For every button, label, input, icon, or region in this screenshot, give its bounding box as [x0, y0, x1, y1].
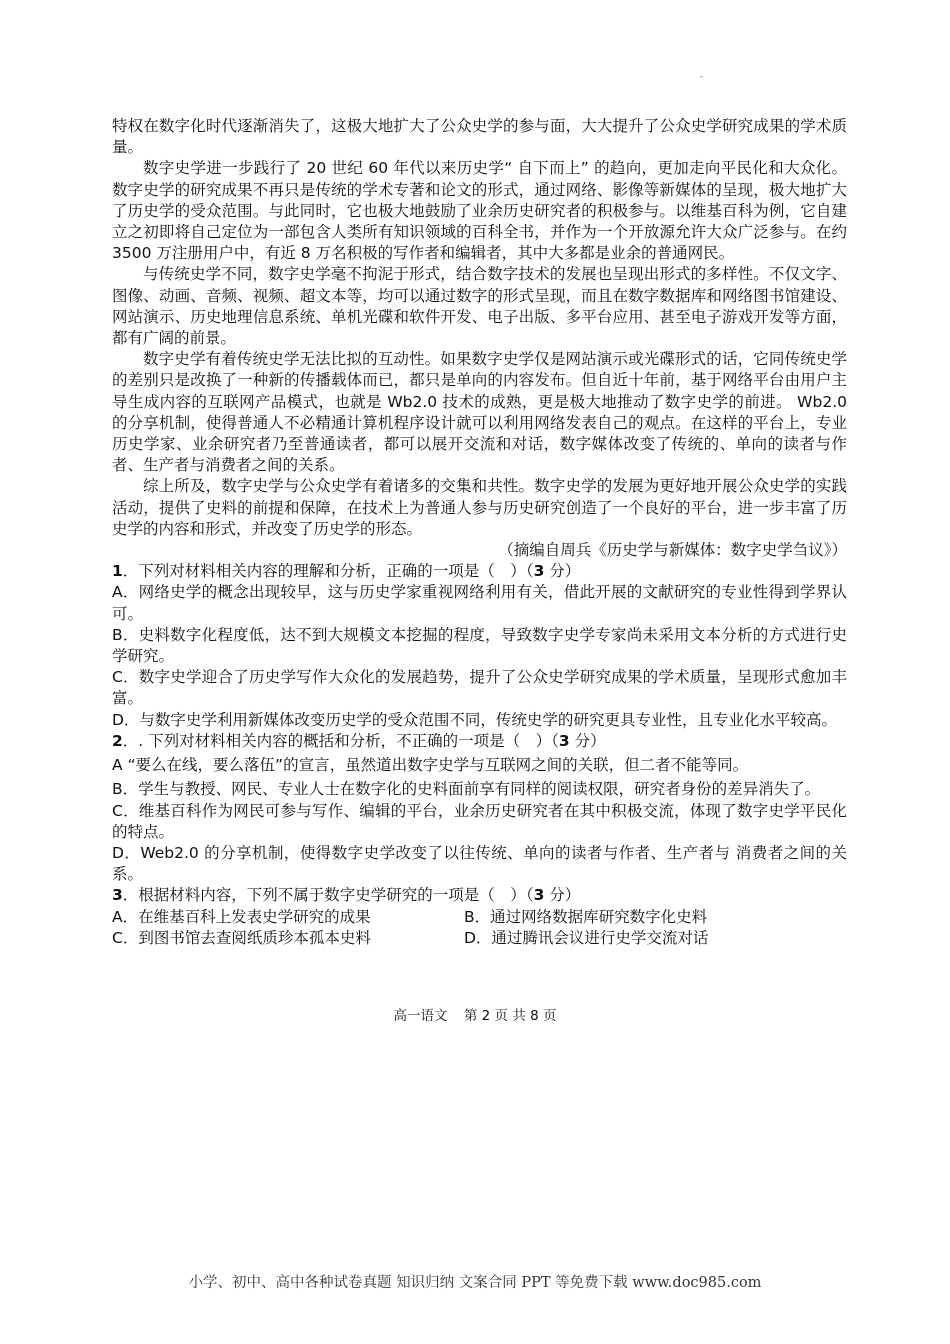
question-text: ．. 下列对材料相关内容的概括和分析，不正确的一项是（ ） [122, 731, 552, 750]
paragraph-1: 特权在数字化时代逐渐消失了，这极大地扩大了公众史学的参与面，大大提升了公众史学研究成果的学术质量。 [112, 117, 847, 157]
reading-material [112, 116, 847, 949]
option-row-2 [112, 928, 847, 949]
question-1 [112, 561, 847, 731]
option-b: B．学生与教授、网民、专业人士在数字化的史料面前享有同样的阅读权限，研究者身份的差异消失了。 [112, 780, 821, 799]
question-text: ．下列对材料相关内容的理解和分析，正确的一项是（ ） [122, 562, 526, 581]
score-close: 分） [569, 731, 606, 750]
option-a: A．在维基百科上发表史学研究的成果 [112, 907, 371, 926]
option-c: C．到图书馆去查阅纸质珍本孤本史料 [112, 928, 371, 947]
option-c: C．维基百科作为网民可参与写作、编辑的平台，业余历史研究者在其中积极交流，体现了数字史学平民化的特点。 [112, 801, 847, 841]
question-number: 2 [112, 731, 123, 750]
score-number: 3 [533, 886, 545, 905]
question-stem [112, 731, 847, 752]
score-open: （ [525, 562, 534, 581]
question-2 [112, 731, 847, 885]
question-number: 3 [112, 886, 123, 905]
option-c: C．数字史学迎合了历史学写作大众化的发展趋势，提升了公众史学研究成果的学术质量，呈现形式愈加丰富。 [112, 668, 847, 708]
score-close: 分） [544, 886, 581, 905]
option-d: D．Web2.0 的分享机制，使得数字史学改变了以往传统、单向的读者与作者、生产者与 消费者之间的关系。 [112, 843, 847, 884]
score-open: （ [525, 886, 534, 905]
paragraph-2: 数字史学进一步践行了 20 世纪 60 年代以来历史学“ 自下而上” 的趋向，更加走向平民化和大众化。数字史学的研究成果不再只是传统的学术专著和论文的形式，通过网络、影像等新媒体的呈现，极大地扩大了历史学的受众范围。与此同时，它也极大地鼓励了业余历史研究者的积极参与。以维基百科为例，它自建立之初即将自己定位为一部包含人类所有知识领域的百科全书，并作为一个开放源允许大众广泛参与。在约 3500 万注册用户中，有近 8 万名积极的写作者和编辑者，其中大多都是业余的普通网民。 [112, 159, 847, 263]
option-row-1 [112, 907, 847, 928]
option-b: B．通过网络数据库研究数字化史料 [464, 907, 708, 926]
download-watermark: 小学、初中、高中各种试卷真题 知识归纳 文案合同 PPT 等免费下载 www.doc985.com [188, 1275, 762, 1291]
paragraph-4: 数字史学有着传统史学无法比拟的互动性。如果数字史学仅是网站演示或光碟形式的话，它同传统史学的差别只是改换了一种新的传播载体而已，都只是单向的内容发布。但自近十年前，基于网络平台由用户主导生成内容的互联网产品模式，也就是 Wb2.0 技术的成熟，更是极大地推动了数字史学的前进。 Wb2.0 的分享机制，使得普通人不必精通计算机程序设计就可以利用网络发表自己的观点。在这样的平台上，专业历史学家、业余研究者乃至普通读者，都可以展开交流和对话，数字媒体改变了传统的、单向的读者与作者、生产者与消费者之间的关系。 [112, 350, 847, 475]
question-stem [112, 561, 847, 582]
option-a: A “要么在线，要么落伍”的宣言，虽然道出数字史学与互联网之间的关联，但二者不能等同。 [112, 756, 749, 775]
score-number: 3 [533, 562, 545, 581]
paragraph-5: 综上所及，数字史学与公众史学有着诸多的交集和共性。数字史学的发展为更好地开展公众史学的实践活动，提供了史料的前提和保障，在技术上为普通人参与历史研究创造了一个良好的平台，进一步丰富了历史学的内容和形式，并改变了历史学的形态。 [112, 477, 847, 538]
option-b: B．史料数字化程度低，达不到大规模文本挖掘的程度，导致数字史学专家尚未采用文本分析的方式进行史学研究。 [112, 625, 847, 666]
score-close: 分） [544, 562, 581, 581]
question-number: 1 [112, 562, 123, 581]
option-d: D．与数字史学利用新媒体改变历史学的受众范围不同，传统史学的研究更具专业性，且专业化水平较高。 [112, 710, 837, 729]
footer-page-info: 第 2 页 共 8 页 [463, 1008, 557, 1024]
question-3 [112, 885, 847, 949]
option-d: D．通过腾讯会议进行史学交流对话 [464, 928, 709, 947]
question-stem [112, 885, 847, 906]
top-mark: - [700, 72, 703, 81]
score-open: （ [551, 731, 559, 750]
question-text: ．根据材料内容，下列不属于数字史学研究的一项是（ ） [122, 886, 526, 905]
footer-subject: 高一语文 [393, 1008, 448, 1024]
score-number: 3 [558, 731, 570, 750]
paragraph-3: 与传统史学不同，数字史学毫不拘泥于形式，结合数字技术的发展也呈现出形式的多样性。不仅文字、图像、动画、音频、视频、超文本等，均可以通过数字的形式呈现，而且在数字数据库和网络图书馆建设、网站演示、历史地理信息系统、单机光碟和软件开发、电子出版、多平台应用、甚至电子游戏开发等方面，都有广阔的前景。 [112, 265, 847, 348]
option-a: A．网络史学的概念出现较早，这与历史学家重视网络利用有关，借此开展的文献研究的专业性得到学界认可。 [112, 583, 847, 623]
source-citation: （摘编自周兵《历史学与新媒体：数字史学刍议》） [498, 541, 847, 560]
page-footer [0, 1004, 950, 1024]
